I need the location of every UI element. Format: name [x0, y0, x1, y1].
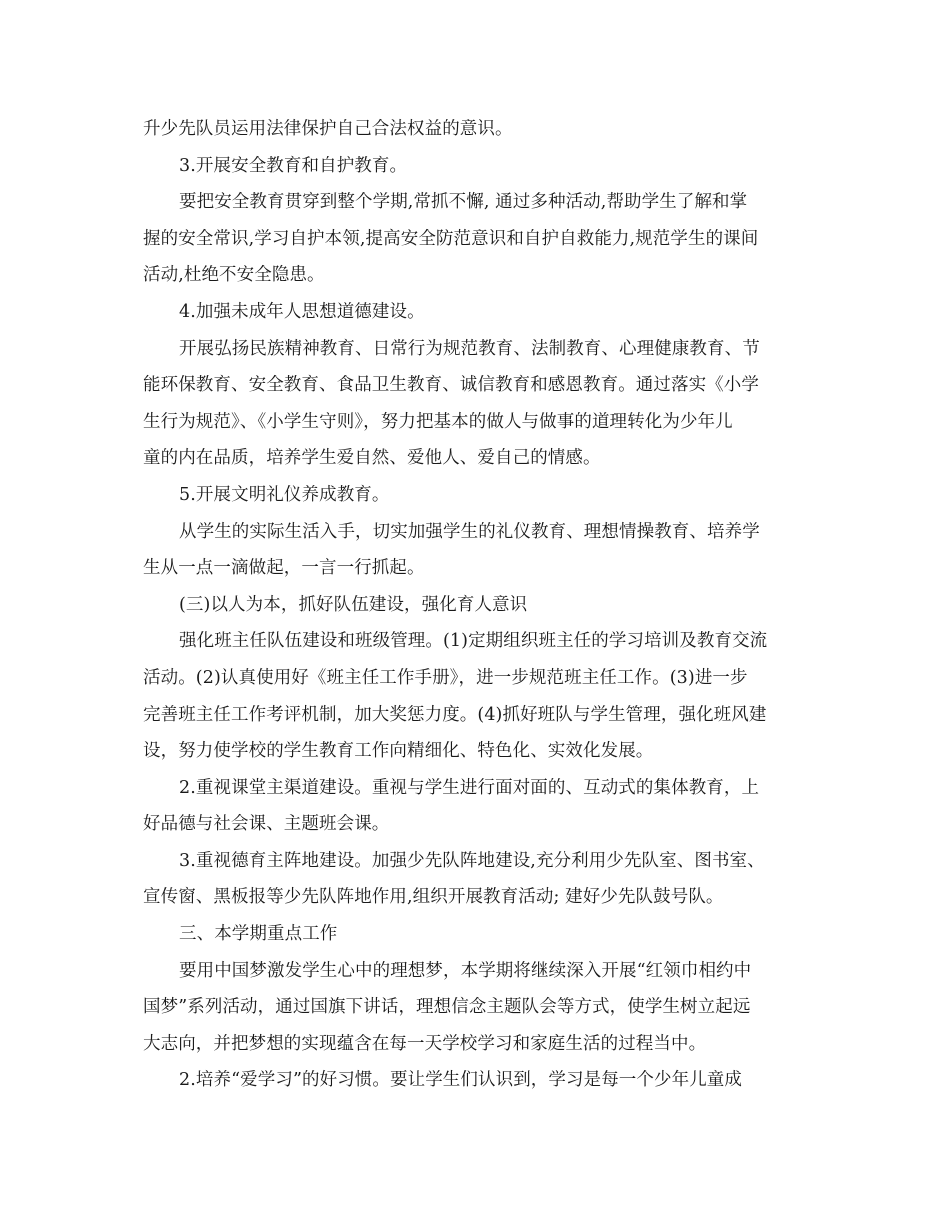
text-line: 2.重视课堂主渠道建设。重视与学生进行面对面的、互动式的集体教育，上	[179, 777, 760, 798]
text-line: 生行为规范》、《小学生守则》，努力把基本的做人与做事的道理转化为少年儿	[143, 411, 733, 432]
text-line: 生从一点一滴做起，一言一行抓起。	[143, 558, 425, 579]
text-line: 宣传窗、黑板报等少先队阵地作用,组织开展教育活动; 建好少先队鼓号队。	[143, 887, 724, 908]
text-line: 能环保教育、安全教育、食品卫生教育、诚信教育和感恩教育。通过落实《小学	[143, 375, 759, 396]
text-line: 3.开展安全教育和自护教育。	[179, 155, 408, 176]
text-line: 国梦”系列活动，通过国旗下讲话，理想信念主题队会等方式，使学生树立起远	[143, 997, 751, 1018]
text-line: 三、本学期重点工作	[179, 924, 338, 945]
text-line: 要用中国梦激发学生心中的理想梦，本学期将继续深入开展“红领巾相约中	[179, 960, 752, 981]
text-line: 4.加强未成年人思想道德建设。	[179, 301, 425, 322]
text-line: 活动,杜绝不安全隐患。	[143, 265, 325, 286]
text-line: 开展弘扬民族精神教育、日常行为规范教育、法制教育、心理健康教育、节	[179, 338, 760, 359]
document-body	[143, 116, 813, 1104]
text-line: 2.培养“爱学习”的好习惯。要让学生们认识到，学习是每一个少年儿童成	[179, 1070, 742, 1091]
text-line: 升少先队员运用法律保护自己合法权益的意识。	[143, 119, 513, 139]
text-line: 强化班主任队伍建设和班级管理。(1)定期组织班主任的学习培训及教育交流	[179, 631, 768, 652]
text-line: 从学生的实际生活入手，切实加强学生的礼仪教育、理想情操教育、培养学	[179, 521, 760, 542]
text-line: 童的内在品质，培养学生爱自然、爱他人、爱自己的情感。	[143, 448, 601, 469]
text-line: 5.开展文明礼仪养成教育。	[179, 484, 390, 505]
text-line: 活动。(2)认真使用好《班主任工作手册》，进一步规范班主任工作。(3)进一步	[143, 667, 748, 688]
text-line: (三)以人为本，抓好队伍建设，强化育人意识	[179, 594, 528, 615]
text-line: 设，努力使学校的学生教育工作向精细化、特色化、实效化发展。	[143, 741, 654, 762]
text-line: 要把安全教育贯穿到整个学期,常抓不懈, 通过多种活动,帮助学生了解和掌	[179, 192, 748, 213]
text-line: 好品德与社会课、主题班会课。	[143, 814, 390, 835]
text-line: 3.重视德育主阵地建设。加强少先队阵地建设,充分利用少先队室、图书室、	[179, 850, 765, 871]
text-line: 完善班主任工作考评机制，加大奖惩力度。(4)抓好班队与学生管理，强化班风建	[143, 704, 767, 725]
text-line: 大志向，并把梦想的实现蕴含在每一天学校学习和家庭生活的过程当中。	[143, 1033, 707, 1054]
text-line: 握的安全常识,学习自护本领,提高安全防范意识和自护自救能力,规范学生的课间	[143, 228, 759, 249]
